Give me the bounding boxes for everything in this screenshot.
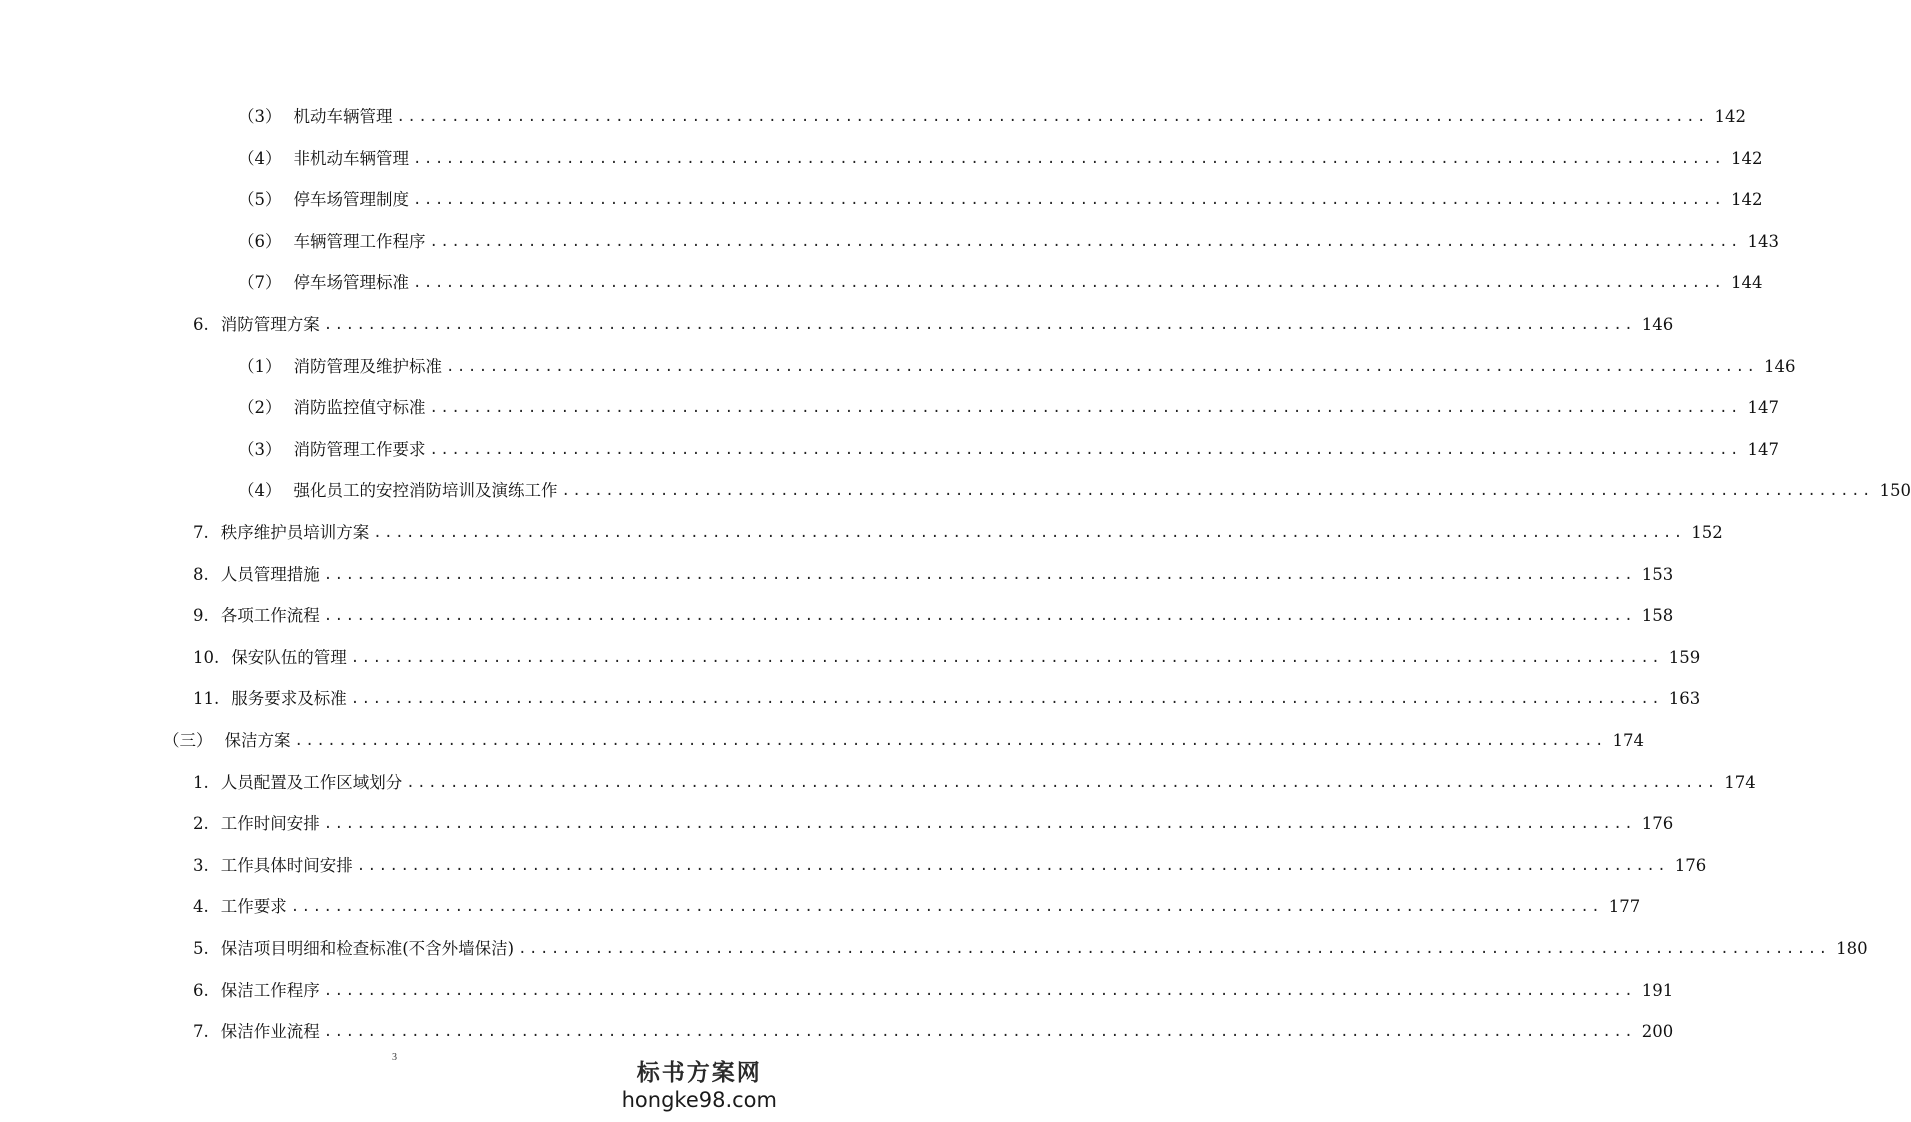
toc-leader-dots: ........................................................................................................................ [413, 150, 1725, 167]
toc-entry-page: 150 [1879, 481, 1911, 501]
toc-entry-title: 保安队伍的管理 [231, 647, 347, 667]
toc-entry[interactable] [193, 645, 1701, 671]
toc-entry-title: 机动车辆管理 [293, 107, 393, 126]
toc-entry[interactable] [238, 270, 1763, 296]
toc-entry[interactable] [193, 1019, 1674, 1045]
toc-entry-title: 停车场管理标准 [293, 273, 409, 293]
toc-entry-page: 152 [1691, 523, 1723, 542]
toc-entry[interactable] [193, 312, 1674, 338]
toc-entry-page: 146 [1763, 356, 1796, 376]
toc-leader-dots: ........................................................................................................................ [290, 899, 1603, 916]
toc-entry-page: 142 [1730, 148, 1763, 168]
toc-entry[interactable] [238, 187, 1763, 213]
toc-entry[interactable] [238, 104, 1746, 130]
toc-entry[interactable] [238, 395, 1779, 421]
toc-entry-page: 180 [1836, 939, 1868, 958]
toc-entry-title: 停车场管理制度 [293, 190, 409, 210]
toc-entry-number: 3. [193, 855, 209, 875]
toc-leader-dots: ........................................................................................................................ [350, 691, 1663, 708]
toc-entry[interactable] [238, 478, 1911, 504]
toc-entry-title: 保洁工作程序 [220, 980, 320, 1000]
toc-entry-page: 144 [1730, 273, 1763, 293]
toc-leader-dots: ........................................................................................................................ [323, 982, 1636, 999]
toc-entry-page: 143 [1747, 231, 1779, 251]
toc-entry[interactable] [193, 520, 1723, 546]
toc-entry-page: 176 [1674, 855, 1707, 875]
toc-entry[interactable] [193, 686, 1701, 712]
toc-entry-number: （三） [163, 731, 213, 750]
toc-entry[interactable] [193, 936, 1868, 962]
toc-leader-dots: ........................................................................................................................ [323, 608, 1636, 625]
toc-entry-title: 保洁作业流程 [220, 1022, 320, 1042]
toc-entry[interactable] [193, 853, 1707, 879]
toc-entry-title: 保洁项目明细和检查标准(不含外墙保洁) [220, 939, 515, 958]
toc-entry-title: 消防管理方案 [220, 315, 320, 334]
toc-entry-page: 146 [1641, 315, 1674, 334]
toc-entry-number: 8. [193, 564, 209, 584]
toc-leader-dots: ........................................................................................................................ [429, 233, 1741, 250]
toc-entry-title: 工作时间安排 [220, 814, 320, 834]
toc-entry-number: 7. [193, 1022, 209, 1042]
toc-entry-title: 工作要求 [220, 897, 287, 917]
toc-entry-number: （6） [238, 231, 282, 251]
toc-entry-page: 158 [1641, 606, 1674, 626]
toc-entry-page: 200 [1641, 1022, 1674, 1042]
toc-entry-number: （7） [238, 273, 282, 293]
toc-entry-number: （3） [238, 439, 282, 459]
toc-entry[interactable] [163, 728, 1644, 754]
toc-entry-page: 174 [1612, 731, 1644, 750]
toc-leader-dots: ........................................................................................................................ [350, 649, 1663, 666]
toc-entry[interactable] [238, 229, 1779, 255]
toc-entry-number: 9. [193, 606, 209, 626]
toc-entry-number: （3） [238, 107, 282, 126]
toc-entry-title: 强化员工的安控消防培训及演练工作 [293, 481, 558, 501]
toc-leader-dots: ........................................................................................................................ [413, 192, 1725, 209]
toc-leader-dots: ........................................................................................................................ [429, 441, 1741, 458]
toc-entry-page: 159 [1668, 647, 1701, 667]
toc-leader-dots: ........................................................................................................................ [406, 774, 1718, 791]
toc-leader-dots: ........................................................................................................................ [446, 358, 1758, 375]
watermark-chinese: 标书方案网 [636, 1060, 762, 1086]
toc-leader-dots: ........................................................................................................................ [323, 566, 1636, 583]
toc-entry-title: 人员管理措施 [220, 564, 320, 584]
toc-entry[interactable] [193, 811, 1674, 837]
toc-entry-number: 5. [193, 939, 209, 958]
toc-entry-page: 147 [1747, 439, 1779, 459]
toc-entry-page: 176 [1641, 814, 1674, 834]
toc-entry-title: 工作具体时间安排 [220, 855, 353, 875]
toc-leader-dots: ........................................................................................................................ [396, 109, 1708, 125]
toc-entry[interactable] [238, 437, 1779, 463]
toc-entry-page: 174 [1724, 772, 1756, 792]
toc-entry-page: 153 [1641, 564, 1674, 584]
toc-entry-page: 142 [1714, 107, 1746, 126]
toc-entry-number: （4） [238, 481, 282, 501]
toc-entry-title: 秩序维护员培训方案 [220, 523, 370, 542]
toc-leader-dots: ........................................................................................................................ [413, 275, 1725, 292]
toc-leader-dots: ........................................................................................................................ [373, 525, 1685, 541]
toc-entry-title: 服务要求及标准 [231, 689, 347, 709]
toc-entry-title: 各项工作流程 [220, 606, 320, 626]
toc-entry-page: 191 [1641, 980, 1674, 1000]
toc-entry-title: 保洁方案 [224, 731, 291, 750]
toc-entry-title: 消防监控值守标准 [293, 398, 426, 418]
watermark-url: hongke98.com [621, 1088, 777, 1112]
toc-entry-number: （2） [238, 398, 282, 418]
toc-entry-number: 11. [193, 689, 220, 709]
toc-entry-number: 7. [193, 523, 209, 542]
toc-entry-title: 消防管理及维护标准 [293, 356, 442, 376]
toc-entry-number: （4） [238, 148, 282, 168]
page-number: 3 [392, 1052, 397, 1063]
toc-entry-number: 10. [193, 647, 220, 667]
toc-entry-title: 人员配置及工作区域划分 [220, 772, 403, 792]
toc-entry-page: 163 [1668, 689, 1701, 709]
toc-entry[interactable] [193, 978, 1674, 1004]
toc-leader-dots: ........................................................................................................................ [294, 733, 1606, 749]
toc-entry-number: （5） [238, 190, 282, 210]
toc-entry-page: 177 [1608, 897, 1641, 917]
toc-entry-number: 6. [193, 980, 209, 1000]
toc-leader-dots: ........................................................................................................................ [323, 1024, 1636, 1041]
toc-entry-number: 1. [193, 772, 209, 792]
toc-entry-page: 147 [1747, 398, 1779, 418]
toc-leader-dots: ........................................................................................................................ [518, 941, 1830, 957]
toc-entry-number: （1） [238, 356, 282, 376]
toc-entry-title: 车辆管理工作程序 [293, 231, 426, 251]
toc-entry[interactable] [193, 562, 1674, 588]
toc-entry[interactable] [193, 770, 1756, 796]
toc-leader-dots: ........................................................................................................................ [429, 400, 1741, 417]
toc-leader-dots: ........................................................................................................................ [323, 317, 1636, 333]
toc-entry[interactable] [193, 603, 1674, 629]
toc-entry-page: 142 [1730, 190, 1763, 210]
watermark-logo [622, 1058, 777, 1112]
toc-entry-number: 2. [193, 814, 209, 834]
toc-leader-dots: ........................................................................................................................ [323, 816, 1636, 833]
toc-leader-dots: ........................................................................................................................ [561, 483, 1873, 500]
toc-entry-title: 非机动车辆管理 [293, 148, 409, 168]
toc-leader-dots: ........................................................................................................................ [356, 857, 1669, 874]
toc-entry[interactable] [238, 146, 1763, 172]
toc-entry-number: 4. [193, 897, 209, 917]
toc-entry-title: 消防管理工作要求 [293, 439, 426, 459]
toc-entry[interactable] [193, 894, 1641, 920]
toc-entry-number: 6. [193, 315, 209, 334]
toc-entry[interactable] [238, 354, 1796, 380]
